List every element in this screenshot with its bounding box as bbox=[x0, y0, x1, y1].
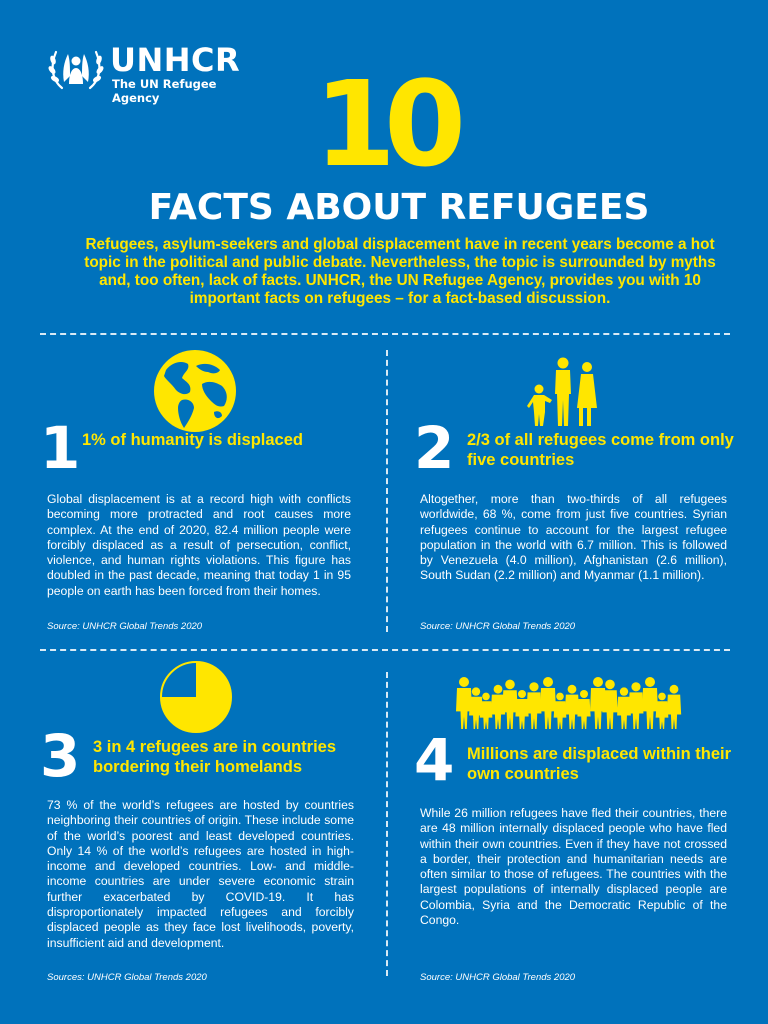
intro-text: Refugees, asylum-seekers and global displacement have in recent years become a hot topic in the political and public debate. Nevertheless, the topic is surrounded by myths and, too often, lack of facts. UNHCR, the UN Refugee Agency, provides you with 10 important facts on refugees – for a fact-based discussion. bbox=[84, 236, 716, 307]
page-title: FACTS ABOUT REFUGEES bbox=[148, 187, 650, 228]
fact-body: While 26 million refugees have fled their countries, there are 48 million internally displaced people who have fled within their own countries. Even if they have not crossed a border, their protection and humanitarian needs are often similar to those of refugees. The countries with the largest populations of internally displaced people are Colombia, Syria and the Democratic Republic of the Congo. bbox=[420, 806, 727, 928]
pie-chart-icon bbox=[159, 660, 233, 734]
person-body bbox=[656, 701, 669, 729]
fact-number: 2 bbox=[414, 414, 455, 482]
fact-body: Altogether, more than two-thirds of all refugees worldwide, 68 %, come from just five countries. Syrian refugees continue to account for the largest refugee population in the world with 6.7 million. This is followed by Venezuela (4.0 million), Afghanistan (2.6 million), South Sudan (2.2 million) and Myanmar (1.1 million). bbox=[420, 492, 727, 583]
person-body bbox=[480, 701, 493, 729]
person-body bbox=[540, 688, 556, 729]
fact-source: Sources: UNHCR Global Trends 2020 bbox=[47, 972, 207, 983]
divider-vertical-lower bbox=[386, 672, 388, 976]
person-body bbox=[502, 690, 517, 729]
fact-heading: Millions are displaced within their own countries bbox=[467, 745, 732, 783]
logo-wordmark: UNHCR bbox=[110, 41, 241, 79]
person-body bbox=[565, 695, 579, 729]
logo-subtitle: The UN Refugee Agency bbox=[112, 77, 217, 105]
fact-number: 4 bbox=[414, 726, 455, 794]
fact-body: 73 % of the world’s refugees are hosted by countries neighboring their countries of origin. These include some of the world’s poorest and least developed countries. Only 14 % of the world’s refugees are hosted in high-income and developed countries. Low- and middle-income countries are under severe economic strain further exacerbated by COVID-19. It has disproportionately impacted refugees and forcibly displaced people as they face lost livelihoods, poverty, insufficient aid and development. bbox=[47, 798, 354, 950]
big-number: 10 bbox=[313, 55, 455, 193]
person-head bbox=[568, 685, 577, 694]
globe-icon bbox=[152, 348, 238, 434]
person-head bbox=[605, 680, 615, 690]
person-head bbox=[670, 685, 679, 694]
fact-number: 1 bbox=[40, 414, 81, 482]
person-body bbox=[527, 692, 542, 729]
divider-vertical-upper bbox=[386, 350, 388, 632]
person-head bbox=[580, 690, 588, 698]
person-head bbox=[459, 677, 469, 687]
person-body bbox=[515, 699, 528, 729]
fact-heading: 2/3 of all refugees come from only five countries bbox=[467, 431, 734, 469]
fact-number: 3 bbox=[40, 722, 81, 790]
divider-middle bbox=[40, 649, 730, 651]
person-head bbox=[631, 682, 640, 691]
divider-top bbox=[40, 333, 730, 335]
person-body bbox=[602, 690, 617, 729]
person-head bbox=[505, 680, 515, 690]
person-body bbox=[554, 701, 567, 729]
person-head bbox=[658, 693, 666, 701]
crowd-icon bbox=[456, 674, 684, 730]
fact-source: Source: UNHCR Global Trends 2020 bbox=[420, 972, 576, 983]
person-body bbox=[667, 695, 681, 729]
fact-heading: 1% of humanity is displaced bbox=[82, 431, 303, 449]
person-head bbox=[543, 677, 553, 687]
person-body bbox=[577, 699, 590, 729]
person-head bbox=[645, 677, 655, 687]
fact-heading: 3 in 4 refugees are in countries bordering their homelands bbox=[93, 738, 337, 776]
family-icon bbox=[525, 356, 603, 428]
person-body bbox=[642, 688, 658, 729]
fact-source: Source: UNHCR Global Trends 2020 bbox=[47, 621, 203, 632]
person-head bbox=[529, 682, 538, 691]
person-head bbox=[472, 687, 480, 695]
person-head bbox=[593, 677, 603, 687]
fact-source: Source: UNHCR Global Trends 2020 bbox=[420, 621, 576, 632]
person-head bbox=[518, 690, 526, 698]
person-head bbox=[556, 693, 564, 701]
person-head bbox=[494, 685, 503, 694]
person-head bbox=[482, 693, 490, 701]
person-body bbox=[629, 692, 644, 729]
fact-body: Global displacement is at a record high with conflicts becoming more protracted and root causes more complex. At the end of 2020, 82.4 million people were forcibly displaced as a result of persecution, conflict, violence, and human rights violations. This figure has doubled in the past decade, meaning that today 1 in 95 people on earth has been forced from their homes. bbox=[47, 492, 351, 598]
person-head bbox=[620, 687, 628, 695]
